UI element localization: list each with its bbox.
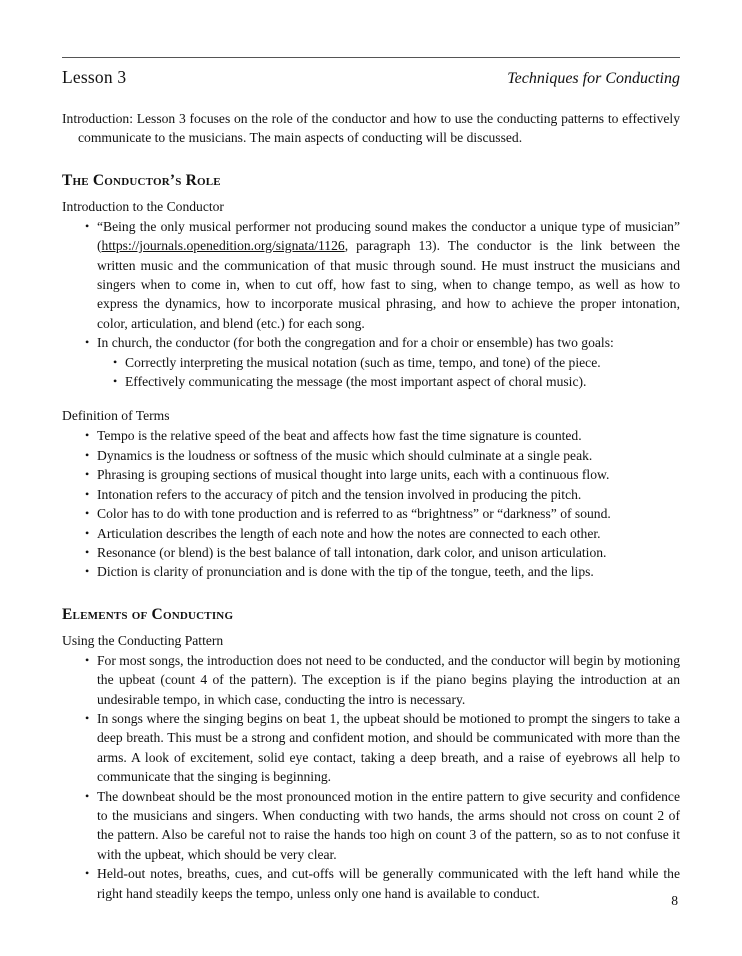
bullet-text: , paragraph 13). The conductor is the link between the written music and the communication of that music through sound. He must instruct the musicians and singers when to come in, when to cut off, how fast to sing, when to change tempo, as well as how to express the dynamics, how to incorporate musical phrasing, and how to achieve the proper intonation, color, articulation, and blend (etc.) for each song.	[97, 238, 680, 331]
bullet-item	[62, 426, 680, 445]
bullet-item	[62, 217, 680, 333]
bullet-text: Color has to do with tone production and is referred to as “brightness” or “darkness” of sound.	[97, 506, 611, 522]
section-heading: Elements of Conducting	[62, 605, 234, 623]
bullet-item	[62, 485, 680, 504]
document-title: Techniques for Conducting	[507, 70, 680, 87]
bullet-list	[62, 651, 680, 903]
bullet-item	[62, 372, 680, 391]
bullet-item	[62, 504, 680, 523]
bullet-text: For most songs, the introduction does not need to be conducted, and the conductor will begin by motioning the upbeat (count 4 of the pattern). The exception is if the piano begins playing the introduction at an undesirable tempo, in which case, conducting the intro is necessary.	[97, 652, 680, 707]
section-subheading: Introduction to the Conductor	[62, 198, 224, 214]
bullet-text: Diction is clarity of pronunciation and is done with the tip of the tongue, teeth, and the lips.	[97, 564, 594, 580]
bullet-item	[62, 465, 680, 484]
intro-paragraph: Introduction: Lesson 3 focuses on the role of the conductor and how to use the conducting patterns to effectively communicate to the musicians. The main aspects of conducting will be discussed.	[62, 111, 680, 146]
bullet-text: Dynamics is the loudness or softness of the music which should culminate at a single peak.	[97, 447, 593, 463]
bullet-text: “Being the only musical performer not producing sound makes the conductor a unique type of musician” (	[97, 218, 680, 254]
bullet-list	[62, 426, 680, 581]
page-header	[62, 67, 680, 88]
bullet-list	[62, 217, 680, 392]
header-rule	[62, 57, 680, 58]
hyperlink-signata[interactable]: https://journals.openedition.org/signata/1126	[101, 238, 345, 254]
page-number: 8	[671, 893, 678, 908]
bullet-item	[62, 446, 680, 465]
lesson-title: Lesson 3	[62, 67, 127, 87]
section-subheading: Definition of Terms	[62, 408, 170, 424]
bullet-text: In songs where the singing begins on beat 1, the upbeat should be motioned to prompt the singers to take a deep breath. This must be a strong and confident motion, and should be communicated with more than the arms. A look of excitement, solid eye contact, taking a deep breath, and a raise of eyebrows all help to communicate that the singing is beginning.	[97, 710, 680, 785]
bullet-text: Correctly interpreting the musical notation (such as time, tempo, and tone) of the piece.	[125, 354, 601, 370]
bullet-text: The downbeat should be the most pronounced motion in the entire pattern to give security and confidence to the musicians and singers. When conducting with two hands, the arms should not cross on count 2 of the pattern. Also be careful not to raise the hands too high on count 3 of the pattern, so as to not confuse it with the upbeat, which should be very clear.	[97, 788, 680, 862]
bullet-item	[62, 864, 680, 903]
bullet-item	[62, 787, 680, 865]
bullet-text: Held-out notes, breaths, cues, and cut-offs will be generally communicated with the left hand while the right hand steadily keeps the tempo, unless only one hand is available to conduct.	[97, 866, 680, 901]
bullet-item	[62, 524, 680, 543]
bullet-item	[62, 333, 680, 352]
bullet-text: Tempo is the relative speed of the beat and affects how fast the time signature is counted.	[97, 428, 582, 444]
sections-container	[62, 172, 680, 903]
bullet-item	[62, 353, 680, 372]
bullet-item	[62, 562, 680, 581]
bullet-text: Effectively communicating the message (the most important aspect of choral music).	[125, 374, 587, 390]
bullet-text: Intonation refers to the accuracy of pitch and the tension involved in producing the pitch.	[97, 486, 582, 502]
bullet-item	[62, 543, 680, 562]
bullet-text: In church, the conductor (for both the congregation and for a choir or ensemble) has two goals:	[97, 335, 614, 351]
bullet-text: Articulation describes the length of each note and how the notes are connected to each other.	[97, 525, 601, 541]
bullet-text: Resonance (or blend) is the best balance of tall intonation, dark color, and unison articulation.	[97, 544, 607, 560]
section-heading: The Conductor’s Role	[62, 171, 221, 189]
section-subheading: Using the Conducting Pattern	[62, 632, 224, 648]
bullet-text: Phrasing is grouping sections of musical thought into large units, each with a continuous flow.	[97, 467, 610, 483]
bullet-item	[62, 651, 680, 709]
bullet-item	[62, 709, 680, 787]
